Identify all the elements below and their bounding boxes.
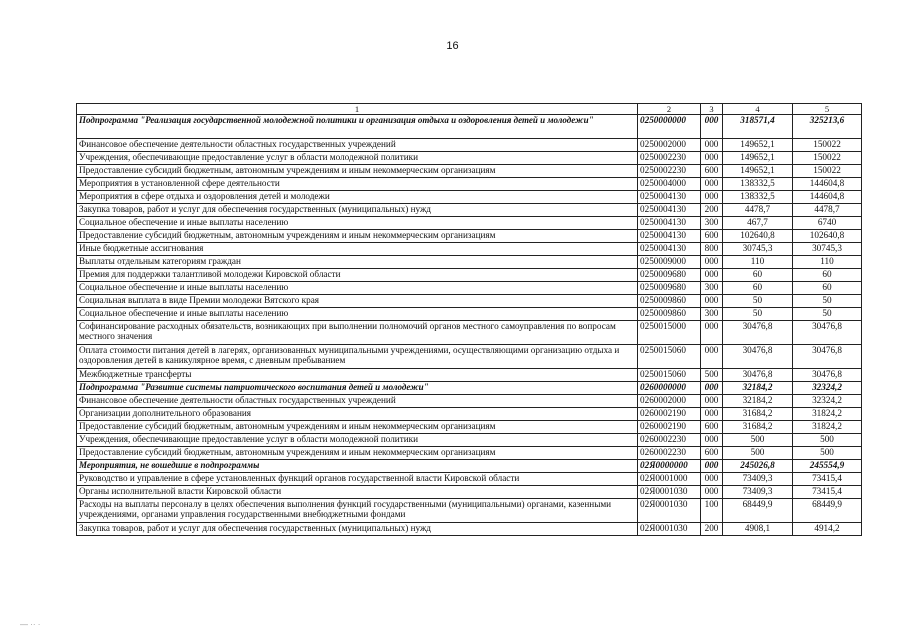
row-type-cell: 300 [701, 217, 723, 230]
column-header: 1 [77, 104, 638, 115]
row-value-2024-cell: 50 [723, 295, 793, 308]
row-code-cell: 02Я0001030 [638, 486, 701, 499]
table-row [77, 217, 862, 230]
row-value-2025-cell: 73415,4 [793, 486, 862, 499]
row-name-cell: Органы исполнительной власти Кировской области [77, 486, 638, 499]
table-row [77, 139, 862, 152]
row-value-2024-cell: 73409,3 [723, 486, 793, 499]
table-row [77, 308, 862, 321]
row-value-2024-cell: 30745,3 [723, 243, 793, 256]
table-row [77, 421, 862, 434]
page-number: 16 [446, 40, 459, 52]
row-value-2024-cell: 138332,5 [723, 191, 793, 204]
row-value-2024-cell: 30476,8 [723, 345, 793, 369]
row-type-cell: 000 [701, 408, 723, 421]
row-name-cell: Предоставление субсидий бюджетным, автономным учреждениям и иным некоммерческим организациям [77, 421, 638, 434]
row-name-cell: Финансовое обеспечение деятельности областных государственных учреждений [77, 395, 638, 408]
row-name-cell: Подпрограмма "Развитие системы патриотического воспитания детей и молодежи" [77, 382, 638, 395]
row-value-2024-cell: 31684,2 [723, 421, 793, 434]
row-code-cell: 0250004130 [638, 204, 701, 217]
row-value-2024-cell: 4478,7 [723, 204, 793, 217]
row-type-cell: 000 [701, 139, 723, 152]
row-code-cell: 02Я0001030 [638, 523, 701, 536]
table-row [77, 269, 862, 282]
row-type-cell: 000 [701, 269, 723, 282]
column-header: 5 [793, 104, 862, 115]
row-value-2025-cell: 60 [793, 269, 862, 282]
row-name-cell: Социальная выплата в виде Премии молодежи Вятского края [77, 295, 638, 308]
row-value-2025-cell: 4914,2 [793, 523, 862, 536]
row-type-cell: 200 [701, 523, 723, 536]
row-value-2024-cell: 245026,8 [723, 460, 793, 473]
row-value-2024-cell: 318571,4 [723, 115, 793, 139]
table-row [77, 345, 862, 369]
row-type-cell: 600 [701, 421, 723, 434]
row-code-cell: 0250004130 [638, 230, 701, 243]
row-code-cell: 0250015000 [638, 321, 701, 345]
row-value-2024-cell: 31684,2 [723, 408, 793, 421]
row-value-2025-cell: 32324,2 [793, 382, 862, 395]
row-code-cell: 0250002230 [638, 152, 701, 165]
row-code-cell: 0250009860 [638, 295, 701, 308]
row-value-2024-cell: 110 [723, 256, 793, 269]
row-value-2025-cell: 31824,2 [793, 408, 862, 421]
row-value-2025-cell: 30476,8 [793, 369, 862, 382]
row-code-cell: 0250002230 [638, 165, 701, 178]
table-row [77, 282, 862, 295]
row-value-2025-cell: 32324,2 [793, 395, 862, 408]
row-value-2025-cell: 110 [793, 256, 862, 269]
row-value-2024-cell: 138332,5 [723, 178, 793, 191]
row-name-cell: Расходы на выплаты персоналу в целях обеспечения выполнения функций государственными (муниципальными) органами, казенными учреждениями, органами управления государственными внебюджетными фондами [77, 499, 638, 523]
row-name-cell: Закупка товаров, работ и услуг для обеспечения государственных (муниципальных) нужд [77, 204, 638, 217]
table-row [77, 321, 862, 345]
row-type-cell: 000 [701, 382, 723, 395]
row-type-cell: 000 [701, 473, 723, 486]
row-name-cell: Мероприятия, не вошедшие в подпрограммы [77, 460, 638, 473]
row-value-2025-cell: 73415,4 [793, 473, 862, 486]
row-code-cell: 0250009680 [638, 269, 701, 282]
row-type-cell: 000 [701, 345, 723, 369]
table-row [77, 395, 862, 408]
table-row [77, 434, 862, 447]
table-row [77, 295, 862, 308]
row-type-cell: 000 [701, 486, 723, 499]
row-type-cell: 000 [701, 152, 723, 165]
table-row [77, 408, 862, 421]
row-name-cell: Подпрограмма "Реализация государственной молодежной политики и организация отдыха и оздоровления детей и молодежи" [77, 115, 638, 139]
row-code-cell: 0250009000 [638, 256, 701, 269]
row-value-2024-cell: 149652,1 [723, 165, 793, 178]
row-name-cell: Социальное обеспечение и иные выплаты населению [77, 217, 638, 230]
row-value-2024-cell: 102640,8 [723, 230, 793, 243]
column-header: 3 [701, 104, 723, 115]
row-value-2024-cell: 32184,2 [723, 382, 793, 395]
row-value-2025-cell: 68449,9 [793, 499, 862, 523]
row-value-2024-cell: 500 [723, 447, 793, 460]
table-row [77, 486, 862, 499]
row-code-cell: 02Я0001000 [638, 473, 701, 486]
row-value-2025-cell: 60 [793, 282, 862, 295]
row-type-cell: 100 [701, 499, 723, 523]
row-value-2025-cell: 30745,3 [793, 243, 862, 256]
row-name-cell: Финансовое обеспечение деятельности областных государственных учреждений [77, 139, 638, 152]
table-row [77, 165, 862, 178]
row-value-2025-cell: 144604,8 [793, 191, 862, 204]
row-type-cell: 000 [701, 115, 723, 139]
row-code-cell: 0260002000 [638, 395, 701, 408]
table-row [77, 473, 862, 486]
row-value-2024-cell: 73409,3 [723, 473, 793, 486]
row-value-2025-cell: 6740 [793, 217, 862, 230]
row-name-cell: Выплаты отдельным категориям граждан [77, 256, 638, 269]
row-type-cell: 000 [701, 256, 723, 269]
row-code-cell: 0250000000 [638, 115, 701, 139]
row-type-cell: 800 [701, 243, 723, 256]
table-row [77, 115, 862, 139]
table-row [77, 447, 862, 460]
row-type-cell: 600 [701, 230, 723, 243]
row-value-2025-cell: 245554,9 [793, 460, 862, 473]
row-value-2024-cell: 500 [723, 434, 793, 447]
table-row [77, 460, 862, 473]
row-name-cell: Мероприятия в установленной сфере деятельности [77, 178, 638, 191]
row-type-cell: 000 [701, 321, 723, 345]
row-code-cell: 0260002190 [638, 421, 701, 434]
row-name-cell: Закупка товаров, работ и услуг для обеспечения государственных (муниципальных) нужд [77, 523, 638, 536]
row-name-cell: Софинансирование расходных обязательств, возникающих при выполнении полномочий органов местного самоуправления по вопросам местного значения [77, 321, 638, 345]
row-code-cell: 02Я0001030 [638, 499, 701, 523]
row-value-2024-cell: 60 [723, 282, 793, 295]
table-row [77, 152, 862, 165]
row-code-cell: 0260002190 [638, 408, 701, 421]
row-value-2024-cell: 60 [723, 269, 793, 282]
row-value-2025-cell: 50 [793, 308, 862, 321]
row-value-2024-cell: 149652,1 [723, 139, 793, 152]
row-value-2024-cell: 50 [723, 308, 793, 321]
row-value-2024-cell: 68449,9 [723, 499, 793, 523]
row-code-cell: 0260002230 [638, 434, 701, 447]
row-value-2025-cell: 150022 [793, 139, 862, 152]
row-name-cell: Иные бюджетные ассигнования [77, 243, 638, 256]
row-type-cell: 000 [701, 295, 723, 308]
column-header: 2 [638, 104, 701, 115]
row-type-cell: 000 [701, 434, 723, 447]
row-value-2025-cell: 50 [793, 295, 862, 308]
row-code-cell: 02Я0000000 [638, 460, 701, 473]
row-value-2025-cell: 325213,6 [793, 115, 862, 139]
table-row [77, 369, 862, 382]
row-type-cell: 300 [701, 282, 723, 295]
row-code-cell: 0250004130 [638, 243, 701, 256]
row-name-cell: Предоставление субсидий бюджетным, автономным учреждениям и иным некоммерческим организациям [77, 165, 638, 178]
row-type-cell: 000 [701, 178, 723, 191]
table-row [77, 243, 862, 256]
row-value-2025-cell: 500 [793, 447, 862, 460]
row-code-cell: 0260002230 [638, 447, 701, 460]
row-value-2025-cell: 150022 [793, 152, 862, 165]
row-code-cell: 0250004130 [638, 217, 701, 230]
row-value-2024-cell: 149652,1 [723, 152, 793, 165]
row-value-2025-cell: 4478,7 [793, 204, 862, 217]
row-code-cell: 0250002000 [638, 139, 701, 152]
table-header-row [77, 104, 862, 115]
row-name-cell: Социальное обеспечение и иные выплаты населению [77, 308, 638, 321]
row-value-2024-cell: 30476,8 [723, 321, 793, 345]
scan-artifact: — ·· · [20, 620, 41, 629]
table-row [77, 178, 862, 191]
budget-table [76, 103, 862, 536]
row-type-cell: 000 [701, 395, 723, 408]
row-name-cell: Учреждения, обеспечивающие предоставление услуг в области молодежной политики [77, 434, 638, 447]
table-row [77, 523, 862, 536]
row-name-cell: Межбюджетные трансферты [77, 369, 638, 382]
row-code-cell: 0250004000 [638, 178, 701, 191]
row-value-2024-cell: 467,7 [723, 217, 793, 230]
row-code-cell: 0260000000 [638, 382, 701, 395]
table-row [77, 499, 862, 523]
row-value-2025-cell: 144604,8 [793, 178, 862, 191]
row-code-cell: 0250009860 [638, 308, 701, 321]
row-value-2025-cell: 150022 [793, 165, 862, 178]
row-name-cell: Предоставление субсидий бюджетным, автономным учреждениям и иным некоммерческим организациям [77, 230, 638, 243]
row-name-cell: Руководство и управление в сфере установленных функций органов государственной власти Кировской области [77, 473, 638, 486]
row-type-cell: 000 [701, 460, 723, 473]
row-name-cell: Предоставление субсидий бюджетным, автономным учреждениям и иным некоммерческим организациям [77, 447, 638, 460]
row-code-cell: 0250009680 [638, 282, 701, 295]
column-header: 4 [723, 104, 793, 115]
row-name-cell: Премия для поддержки талантливой молодежи Кировской области [77, 269, 638, 282]
row-type-cell: 600 [701, 165, 723, 178]
table-row [77, 191, 862, 204]
row-value-2024-cell: 30476,8 [723, 369, 793, 382]
row-type-cell: 500 [701, 369, 723, 382]
row-name-cell: Учреждения, обеспечивающие предоставление услуг в области молодежной политики [77, 152, 638, 165]
row-value-2024-cell: 4908,1 [723, 523, 793, 536]
row-type-cell: 600 [701, 447, 723, 460]
row-value-2024-cell: 32184,2 [723, 395, 793, 408]
row-value-2025-cell: 30476,8 [793, 321, 862, 345]
row-code-cell: 0250015060 [638, 369, 701, 382]
row-value-2025-cell: 102640,8 [793, 230, 862, 243]
row-name-cell: Мероприятия в сфере отдыха и оздоровления детей и молодежи [77, 191, 638, 204]
row-code-cell: 0250004130 [638, 191, 701, 204]
table-row [77, 204, 862, 217]
row-name-cell: Социальное обеспечение и иные выплаты населению [77, 282, 638, 295]
row-code-cell: 0250015060 [638, 345, 701, 369]
row-name-cell: Оплата стоимости питания детей в лагерях, организованных муниципальными учреждениями, осуществляющими организацию отдыха и оздоровления детей в каникулярное время, с дневным пребыванием [77, 345, 638, 369]
row-type-cell: 300 [701, 308, 723, 321]
row-value-2025-cell: 31824,2 [793, 421, 862, 434]
table-row [77, 256, 862, 269]
row-value-2025-cell: 30476,8 [793, 345, 862, 369]
row-type-cell: 200 [701, 204, 723, 217]
row-type-cell: 000 [701, 191, 723, 204]
table-row [77, 230, 862, 243]
row-value-2025-cell: 500 [793, 434, 862, 447]
table-row [77, 382, 862, 395]
row-name-cell: Организации дополнительного образования [77, 408, 638, 421]
